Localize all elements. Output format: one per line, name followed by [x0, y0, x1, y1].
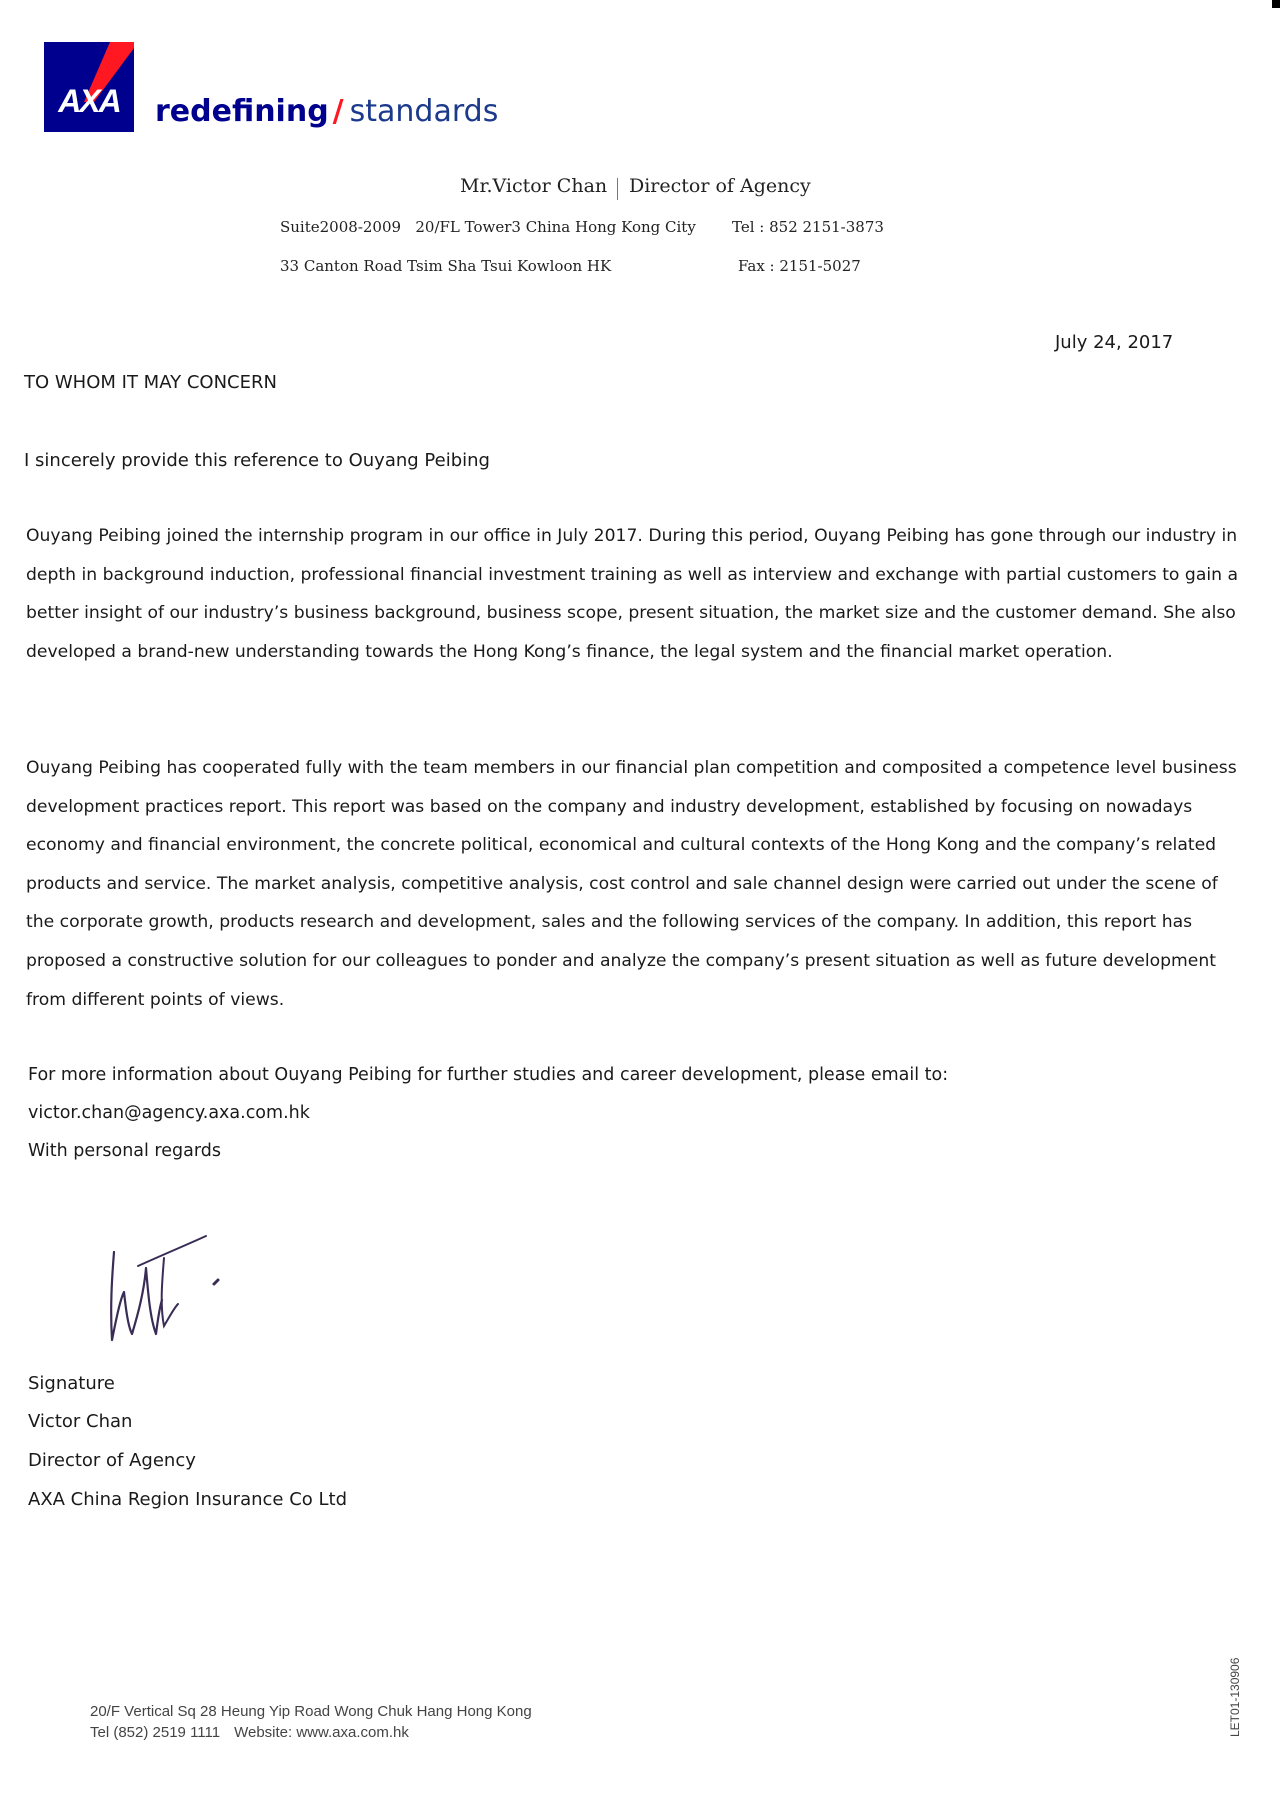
paragraph-report: Ouyang Peibing has cooperated fully with the team members in our financial plan competition and composited a competence level business development practices report. This report was based on the company and industry development, established by focusing on nowadays economy and financial environment, the concrete political, economical and cultural contexts of the Hong Kong and the company’s related products and service. The market analysis, competitive analysis, cost control and sale channel design were carried out under the scene of the corporate growth, products research and development, sales and the following services of the company. In addition, this report has proposed a constructive solution for our colleagues to ponder and analyze the company’s present situation as well as future development from different points of views.: [26, 758, 1237, 1010]
sender-address-line-1: Suite2008-2009 20/FL Tower3 China Hong Kong City: [280, 218, 696, 236]
document-code: LET01-130906: [1228, 1657, 1242, 1737]
signer-name: Victor Chan: [28, 1411, 133, 1432]
sender-fax: Fax : 2151-5027: [738, 257, 861, 275]
contact-line: For more information about Ouyang Peibing for further studies and career development, please email to:: [28, 1065, 949, 1085]
paragraph-internship: Ouyang Peibing joined the internship program in our office in July 2017. During this period, Ouyang Peibing has gone through our industry in depth in background induction, professional financial investment training as well as interview and exchange with partial customers to gain a better insight of our industry’s business background, business scope, present situation, the market size and the customer demand. She also developed a brand-new understanding towards the Hong Kong’s finance, the legal system and the financial market operation.: [26, 526, 1239, 662]
tagline-slash: /: [332, 94, 344, 129]
footer-address: 20/F Vertical Sq 28 Heung Yip Road Wong Chuk Hang Hong Kong: [90, 1703, 532, 1720]
axa-logo: [44, 42, 134, 132]
contact-email: victor.chan@agency.axa.com.hk: [28, 1103, 310, 1123]
intro-line: I sincerely provide this reference to Ouyang Peibing: [24, 450, 490, 471]
signer-title: Director of Agency: [28, 1450, 196, 1471]
signature-label: Signature: [28, 1373, 115, 1394]
signer-company: AXA China Region Insurance Co Ltd: [28, 1489, 348, 1510]
sender-title: Director of Agency: [629, 175, 811, 197]
tagline-light: standards: [349, 94, 499, 129]
tagline: [155, 92, 498, 132]
sender-address-line-2: 33 Canton Road Tsim Sha Tsui Kowloon HK: [280, 257, 612, 275]
header-divider: [617, 178, 618, 200]
tagline-bold: redefining: [155, 94, 329, 129]
logo-brand-text: AXA: [58, 83, 120, 119]
footer-tel: Tel (852) 2519 1111: [90, 1724, 221, 1741]
footer-website: Website: www.axa.com.hk: [234, 1724, 409, 1741]
scan-corner-mark: [1272, 0, 1280, 8]
handwritten-signature: [100, 1222, 250, 1352]
footer-contact: [90, 1724, 409, 1741]
closing: With personal regards: [28, 1141, 221, 1161]
sender-tel: Tel : 852 2151-3873: [732, 218, 884, 236]
letter-date: July 24, 2017: [1055, 332, 1174, 353]
sender-name: Mr.Victor Chan: [460, 175, 608, 197]
salutation: TO WHOM IT MAY CONCERN: [24, 372, 277, 393]
